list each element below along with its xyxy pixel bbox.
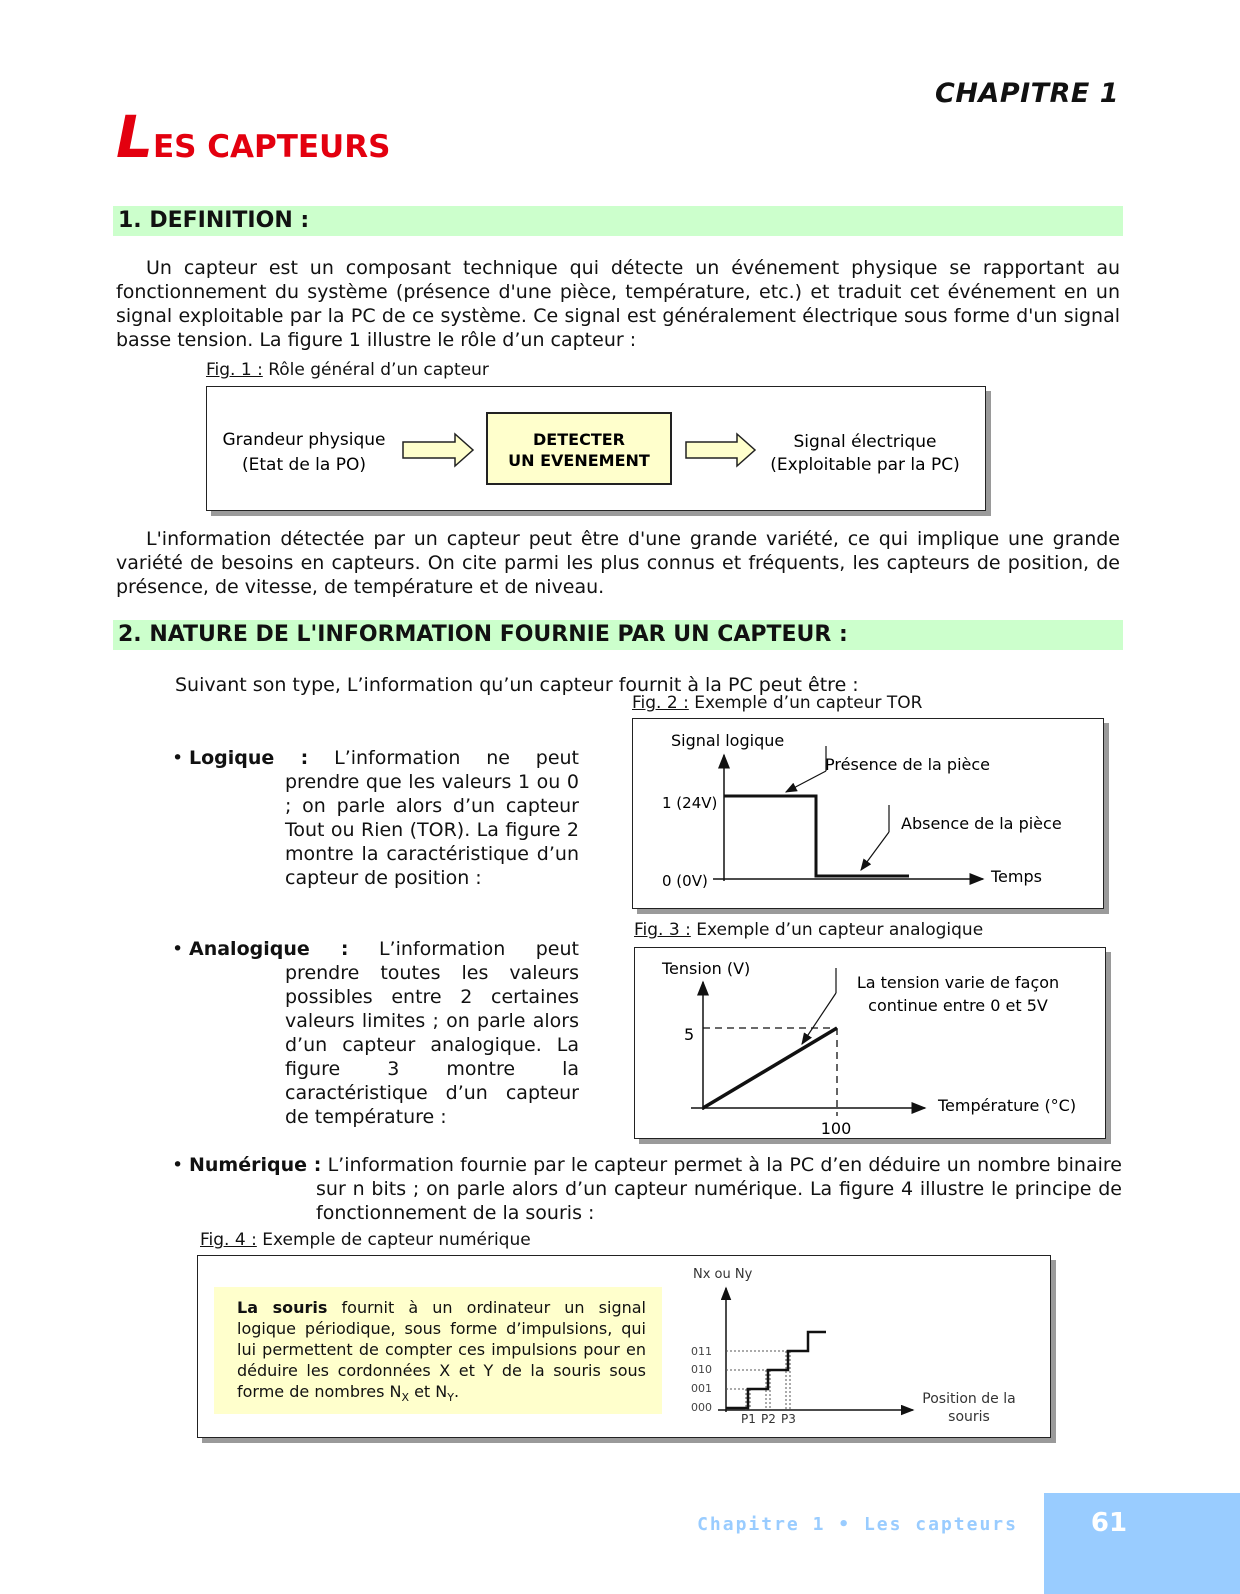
fig2-signal-line	[724, 796, 909, 876]
fig1-output-line1: Signal électrique	[793, 432, 937, 452]
page-title-rest: ES CAPTEURS	[152, 129, 391, 165]
fig4-note-text: fournit à un ordinateur un signal logique périodique, sous forme d’impulsions, qui lui permettent de compter ces impulsions pour en déduire les cordonnées X et Y de la souris sous forme de nombres N	[237, 1298, 646, 1401]
fig3-signal-line	[703, 1028, 837, 1108]
fig3-annotation-arrow	[802, 993, 836, 1044]
fig2-label: Fig. 2 :	[632, 693, 689, 713]
fig3-annotation-line2: continue entre 0 et 5V	[868, 996, 1048, 1015]
fig2-y-high-label: 1 (24V)	[662, 794, 718, 812]
fig1-caption-text: Rôle général d’un capteur	[262, 360, 489, 380]
fig1-arrow-left	[403, 434, 473, 466]
bullet-analogique	[189, 937, 579, 1129]
fig4-y-tick-010: 010	[691, 1363, 712, 1376]
bullet-logique-term: Logique :	[189, 747, 309, 769]
fig4-box	[197, 1255, 1051, 1438]
fig3-x-axis-label: Température (°C)	[938, 1096, 1077, 1115]
fig3-caption-text: Exemple d’un capteur analogique	[690, 920, 984, 940]
fig1-box	[206, 386, 986, 511]
fig3-y-tick: 5	[684, 1025, 695, 1044]
fig2-presence-label: Présence de la pièce	[825, 755, 990, 774]
bullet-logique-text: L’information ne peut prendre que les valeurs 1 ou 0 ; on parle alors d’un capteur Tout ou Rien (TOR). La figure 2 montre la caractéristique d’un capteur de position :	[285, 747, 579, 889]
page-title	[116, 103, 391, 171]
bullet-numerique	[189, 1153, 1122, 1225]
footer-running-title: Chapitre 1 • Les capteurs	[697, 1514, 1018, 1535]
fig3-annotation-line1: La tension varie de façon	[856, 973, 1060, 992]
fig1-input-line2: (Etat de la PO)	[242, 455, 366, 475]
fig4-y-tick-001: 001	[691, 1382, 712, 1395]
bullet-marker-numerique: •	[172, 1154, 184, 1176]
fig2-caption	[632, 693, 922, 713]
fig2-caption-text: Exemple d’un capteur TOR	[688, 693, 923, 713]
fig4-note-sub-y: Y	[447, 1391, 454, 1405]
bullet-analogique-term: Analogique :	[189, 938, 349, 960]
fig1-diagram	[207, 387, 984, 509]
fig4-caption-text: Exemple de capteur numérique	[256, 1230, 531, 1250]
fig4-caption	[200, 1230, 531, 1250]
fig4-note-end: .	[454, 1382, 460, 1401]
fig2-absence-label: Absence de la pièce	[901, 814, 1062, 833]
page-title-initial: L	[116, 103, 153, 171]
definition-paragraph-2-text: L'information détectée par un capteur peut être d'une grande variété, ce qui implique une grande variété de besoins en capteurs. On cite parmi les plus connus et fréquents, les capteurs de position, de présence, de vitesse, de température et de niveau.	[116, 528, 1120, 598]
section-heading-nature: 2. NATURE DE L'INFORMATION FOURNIE PAR UN CAPTEUR :	[113, 620, 1123, 650]
page-number: 61	[1090, 1508, 1128, 1538]
fig1-input-line1: Grandeur physique	[222, 430, 386, 450]
chapter-label: CHAPITRE 1	[935, 78, 1119, 109]
bullet-logique	[189, 746, 579, 890]
fig4-chart	[683, 1256, 1043, 1436]
fig3-chart	[635, 948, 1104, 1137]
fig1-output-line2: (Exploitable par la PC)	[770, 455, 960, 475]
fig2-presence-arrow	[786, 771, 826, 792]
fig4-note	[214, 1287, 662, 1414]
fig2-box	[632, 718, 1104, 909]
fig2-y-low-label: 0 (0V)	[662, 872, 708, 890]
fig4-step-signal	[726, 1332, 826, 1408]
fig4-x-tick-p2: P2	[761, 1412, 776, 1426]
fig1-center-line2: UN EVENEMENT	[508, 451, 650, 470]
fig3-label: Fig. 3 :	[634, 920, 691, 940]
fig4-x-axis-label-line1: Position de la	[922, 1391, 1016, 1407]
fig4-y-tick-000: 000	[691, 1401, 712, 1414]
fig3-y-axis-label: Tension (V)	[662, 959, 751, 978]
fig3-box	[634, 947, 1106, 1139]
fig4-note-bold: La souris	[237, 1298, 328, 1317]
fig1-arrow-right	[686, 434, 755, 466]
section-heading-definition: 1. DEFINITION :	[113, 206, 1123, 236]
fig4-note-mid: et N	[409, 1382, 448, 1401]
bullet-marker-analogique: •	[172, 938, 184, 960]
fig4-x-axis-label-line2: souris	[948, 1409, 990, 1425]
fig2-y-axis-label: Signal logique	[671, 731, 785, 750]
fig4-dotted-guides	[726, 1351, 790, 1410]
fig3-caption	[634, 920, 983, 940]
bullet-numerique-term: Numérique :	[189, 1154, 322, 1176]
fig4-x-tick-p3: P3	[781, 1412, 796, 1426]
fig4-label: Fig. 4 :	[200, 1230, 257, 1250]
fig4-y-tick-011: 011	[691, 1345, 712, 1358]
fig1-caption	[206, 360, 489, 380]
fig4-note-sub-x: X	[401, 1391, 409, 1405]
fig2-x-axis-label: Temps	[991, 867, 1042, 886]
fig3-x-tick: 100	[820, 1119, 852, 1137]
fig1-center-line1: DETECTER	[533, 430, 625, 449]
fig4-y-axis-label: Nx ou Ny	[693, 1267, 753, 1282]
fig2-chart	[633, 719, 1102, 907]
nature-intro: Suivant son type, L’information qu’un capteur fournit à la PC peut être :	[175, 674, 859, 696]
bullet-marker-logique: •	[172, 747, 184, 769]
definition-paragraph-2	[116, 527, 1120, 599]
fig1-label: Fig. 1 :	[206, 360, 263, 380]
bullet-analogique-text: L’information peut prendre toutes les valeurs possibles entre 2 certaines valeurs limites ; on parle alors d’un capteur analogique. La figure 3 montre la caractéristique d’un capteur de température :	[285, 938, 579, 1128]
bullet-numerique-text: L’information fournie par le capteur permet à la PC d’en déduire un nombre binaire sur n bits ; on parle alors d’un capteur numérique. La figure 4 illustre le principe de fonctionnement de la souris :	[316, 1154, 1122, 1224]
definition-paragraph-1-text: Un capteur est un composant technique qui détecte un événement physique se rapportant au fonctionnement du système (présence d'une pièce, température, etc.) et traduit cet événement en un signal exploitable par la PC de ce système. Ce signal est généralement électrique sous forme d'un signal basse tension. La figure 1 illustre le rôle d’un capteur :	[116, 257, 1120, 351]
fig2-absence-arrow	[861, 832, 889, 870]
definition-paragraph-1	[116, 256, 1120, 352]
fig4-x-tick-p1: P1	[741, 1412, 756, 1426]
